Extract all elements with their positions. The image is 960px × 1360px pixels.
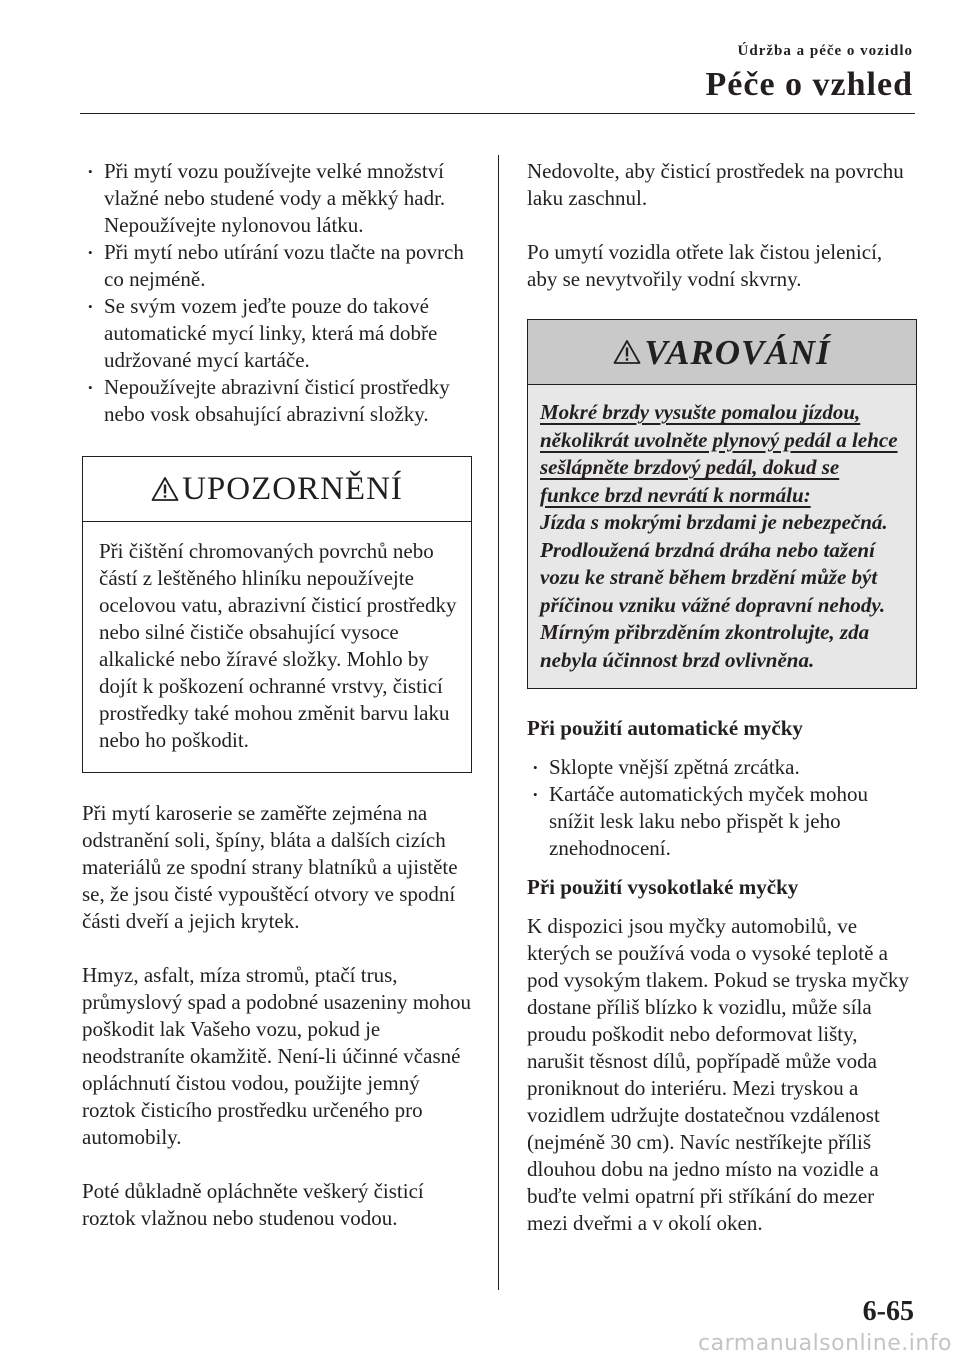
chapter-title: Péče o vzhled: [705, 66, 913, 103]
page-number: 6-65: [862, 1296, 914, 1327]
warning-triangle-icon: [613, 339, 641, 365]
pressure-wash-body: K dispozici jsou myčky automobilů, ve kterých se používá voda o vysoké teplotě a pod vysokým tlakem. Pokud se tryska myčky dostane příliš blízko k vozidlu, může síla proudu poškodit nebo deformovat lišty, narušit těsnost dílů, popřípadě může voda proniknout do interiéru. Mezi tryskou a vozidlem udržujte dostatečnou vzdálenost (nejméně 30 cm). Navíc nestříkejte příliš dlouhou dobu na jedno místo na vozidle a buďte velmi opatrní při stříkání do mezer mezi dveřmi a v okolí oken.: [527, 914, 910, 1235]
list-item: • Sklopte vnější zpětná zrcátka.: [527, 754, 917, 781]
paragraph-rinse: Poté důkladně opláchněte veškerý čisticí roztok vlažnou nebo studenou vodou.: [82, 1179, 424, 1230]
list-item: • Při mytí vozu používejte velké množství vlažné nebo studené vody a měkký hadr. Nepoužívejte nylonovou látku.: [82, 158, 472, 239]
caution-header: [83, 457, 471, 522]
watermark: carmanualsonline.info: [698, 1331, 952, 1356]
section-title: Údržba a péče o vozidlo: [737, 43, 913, 59]
paragraph-chamois: Po umytí vozidla otřete lak čistou jelenicí, aby se nevytvořily vodní skvrny.: [527, 240, 883, 291]
warning-title: VAROVÁNÍ: [644, 332, 831, 372]
caution-title: UPOZORNĚNÍ: [182, 470, 403, 507]
warning-header: [528, 320, 916, 385]
pressure-wash-heading: Při použití vysokotlaké myčky: [527, 875, 799, 899]
warning-body: [528, 385, 916, 688]
page-header: [706, 40, 914, 105]
column-divider: [498, 155, 499, 1290]
list-item: • Při mytí nebo utírání vozu tlačte na povrch co nejméně.: [82, 239, 472, 293]
list-item: • Nepoužívejte abrazivní čisticí prostředky nebo vosk obsahující abrazivní složky.: [82, 374, 472, 428]
warning-underlined-text: Mokré brzdy vysušte pomalou jízdou, několikrát uvolněte plynový pedál a lehce sešlápněte brzdový pedál, dokud se funkce brzd nevrátí k normálu:: [540, 400, 898, 507]
paragraph-no-drying: Nedovolte, aby čisticí prostředek na povrchu laku zaschnul.: [527, 159, 904, 210]
care-bullet-list: [82, 158, 472, 428]
header-rule: [80, 113, 915, 114]
paragraph-contaminants: Hmyz, asfalt, míza stromů, ptačí trus, průmyslový spad a podobné usazeniny mohou poškodit lak Vašeho vozu, pokud je neodstraníte okamžitě. Není-li účinné včasné opláchnutí čistou vodou, použijte jemný roztok čisticího prostředku určeného pro automobily.: [82, 963, 472, 1149]
auto-wash-heading: Při použití automatické myčky: [527, 716, 803, 740]
list-item: • Se svým vozem jeďte pouze do takové automatické mycí linky, která má dobře udržované mycí kartáče.: [82, 293, 472, 374]
warning-box: [527, 319, 917, 689]
right-column: [527, 158, 917, 1237]
left-column: [82, 158, 472, 1232]
paragraph-wash-body: Při mytí karoserie se zaměřte zejména na odstranění soli, špíny, bláta a dalších cizích materiálů ze spodní strany blatníků a ujistěte se, že jsou čisté vypouštěcí otvory ve spodní části dveří a jejich krytek.: [82, 801, 458, 933]
caution-box: [82, 456, 472, 773]
list-item: • Kartáče automatických myček mohou snížit lesk laku nebo přispět k jeho znehodnocení.: [527, 781, 917, 862]
auto-wash-list: [527, 754, 917, 862]
warning-triangle-icon: [151, 476, 179, 502]
warning-text: Jízda s mokrými brzdami je nebezpečná. Prodloužená brzdná dráha nebo tažení vozu ke straně během brzdění může být příčinou vzniku vážné dopravní nehody. Mírným přibrzděním zkontrolujte, zda nebyla účinnost brzd ovlivněna.: [540, 510, 888, 672]
caution-body: Při čištění chromovaných povrchů nebo částí z leštěného hliníku nepoužívejte ocelovou vatu, abrazivní čisticí prostředky nebo silné čističe obsahující vysoce alkalické nebo žíravé složky. Mohlo by dojít k poškození ochranné vrstvy, čisticí prostředky také mohou změnit barvu laku nebo ho poškodit.: [99, 539, 457, 752]
